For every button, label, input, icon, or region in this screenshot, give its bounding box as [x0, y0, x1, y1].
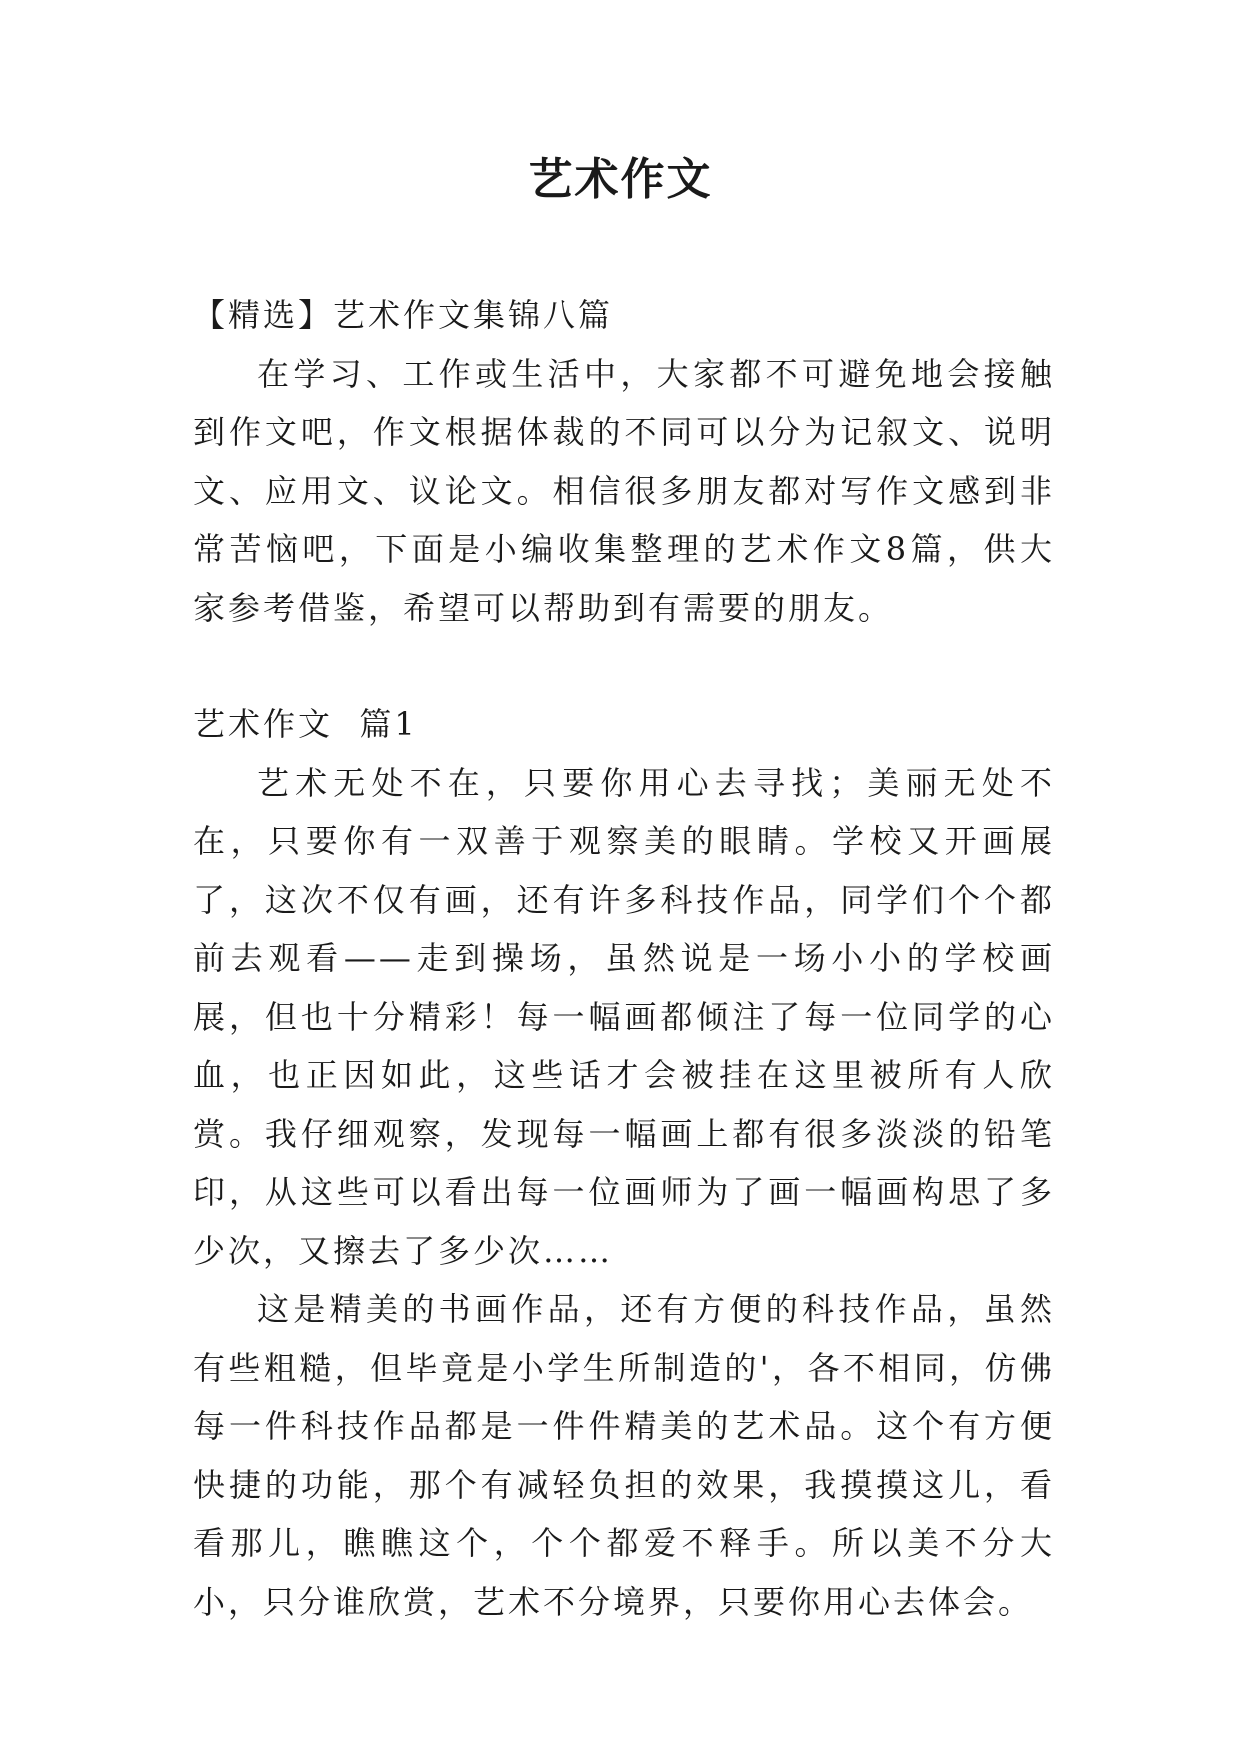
document-body [193, 286, 1055, 1631]
document-title: 艺术作文 [528, 154, 713, 205]
body-paragraph-2: 这是精美的书画作品，还有方便的科技作品，虽然有些粗糙，但毕竟是小学生所制造的'，各不相同，仿佛每一件科技作品都是一件件精美的艺术品。这个有方便快捷的功能，那个有减轻负担的效果，我摸摸这儿，看看那儿，瞧瞧这个，个个都爱不释手。所以美不分大小，只分谁欣赏，艺术不分境界，只要你用心去体会。 [193, 1290, 1055, 1621]
document-subtitle: 【精选】艺术作文集锦八篇 [193, 296, 614, 334]
intro-paragraph: 在学习、工作或生活中，大家都不可避免地会接触到作文吧，作文根据体裁的不同可以分为记叙文、说明文、应用文、议论文。相信很多朋友都对写作文感到非常苦恼吧，下面是小编收集整理的艺术作文8篇，供大家参考借鉴，希望可以帮助到有需要的朋友。 [193, 354, 1055, 627]
section-heading: 艺术作文 篇1 [193, 705, 418, 743]
body-paragraph-1: 艺术无处不在，只要你用心去寻找；美丽无处不在，只要你有一双善于观察美的眼睛。学校又开画展了，这次不仅有画，还有许多科技作品，同学们个个都前去观看——走到操场，虽然说是一场小小的学校画展，但也十分精彩！每一幅画都倾注了每一位同学的心血，也正因如此，这些话才会被挂在这里被所有人欣赏。我仔细观察，发现每一幅画上都有很多淡淡的铅笔印，从这些可以看出每一位画师为了画一幅画构思了多少次，又擦去了多少次…… [193, 763, 1055, 1270]
